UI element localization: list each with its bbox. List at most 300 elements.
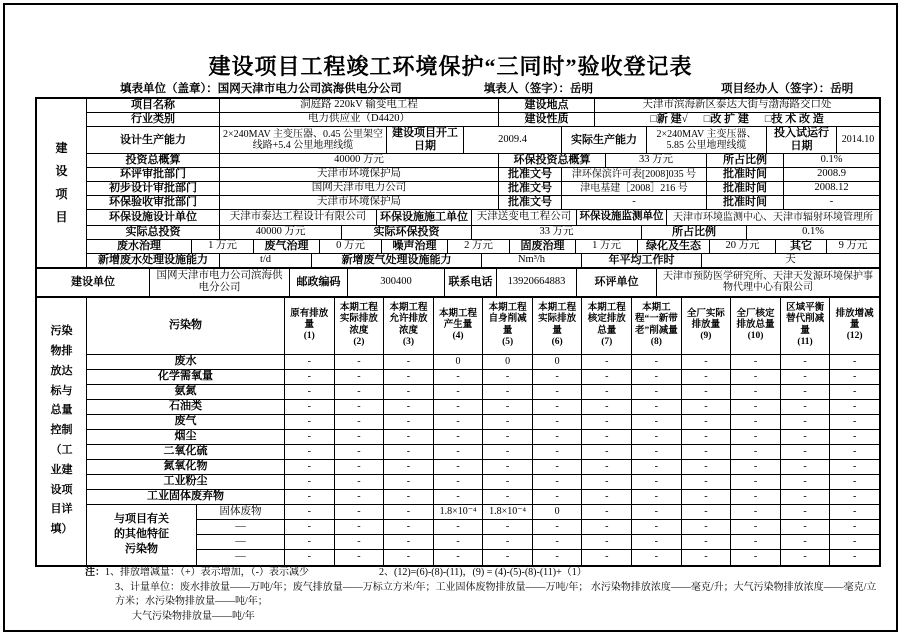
eia-dept-value: 天津市环境保护局: [220, 168, 499, 182]
form-header: [35, 80, 881, 96]
pollutant-value-cell: -: [781, 475, 831, 490]
special-pollutant-name-cell: 固体废物: [197, 505, 285, 520]
section-project: [37, 99, 879, 268]
pollutant-value-cell: -: [533, 385, 583, 400]
pollutant-value-cell: -: [682, 460, 732, 475]
special-pollutant-row: [197, 535, 879, 550]
pollutant-value-cell: -: [533, 370, 583, 385]
special-pollutant-value-cell: -: [852, 551, 857, 563]
pollution-column-header-cell: [483, 298, 533, 355]
special-pollutant-value-cell: -: [682, 520, 732, 535]
special-pollutant-value-cell: -: [731, 550, 781, 565]
industry-label: 行业类别: [87, 113, 220, 127]
nature-label: 建设性质: [499, 113, 595, 127]
industry-value: 电力供应业（D4420）: [220, 113, 499, 127]
pollutant-value-cell: -: [830, 430, 879, 445]
design-dept-value: 国网天津市电力公司: [220, 182, 499, 196]
location-value: 天津市滨海新区泰达大街与渤海路交口处: [595, 99, 879, 113]
invest-label: 投资总概算: [87, 154, 220, 168]
special-pollutant-value-cell: -: [781, 535, 831, 550]
footnote-prefix: 注：: [85, 567, 105, 578]
new-gas-value: Nm³/h: [482, 254, 582, 268]
pollutant-row: [87, 400, 879, 415]
pollutant-name-cell: 二氧化硫: [87, 445, 285, 460]
pollutant-value-cell: -: [483, 370, 533, 385]
pollution-column-header-cell: [384, 298, 434, 355]
pollutant-value-cell: -: [731, 490, 781, 505]
work-hours-value: 天: [702, 254, 879, 268]
column-number: (3): [402, 336, 414, 347]
pollutant-value-cell: -: [335, 460, 385, 475]
new-wastewater-value: t/d: [220, 254, 312, 268]
pollutant-value-cell: -: [781, 430, 831, 445]
footnote-1: 1、排放增减量：（+）表示增加，（-）表示减少: [105, 567, 309, 578]
actual-invest-label: 实际总投资: [87, 226, 220, 240]
eia-unit-value: 天津市预防医学研究所、天津天发源环境保护事物代理中心有限公司: [657, 269, 879, 297]
env-design-unit-label: 环保设施设计单位: [87, 210, 220, 226]
nature-option-tech: □技 术 改 造: [764, 113, 824, 126]
pollutant-value-cell: -: [434, 400, 484, 415]
pollutant-value-cell: -: [682, 415, 732, 430]
pollutant-value-cell: -: [582, 370, 632, 385]
other-treat-label: 其它: [776, 240, 827, 254]
location-label: 建设地点: [499, 99, 595, 113]
special-pollutant-value-cell: -: [434, 535, 484, 550]
special-pollutant-name-cell: —: [197, 520, 285, 535]
actual-capacity-label: 实际生产能力: [562, 127, 647, 154]
special-pollutant-value-cell: 1.8×10⁻⁴: [483, 505, 533, 520]
pollution-column-header-cell: [582, 298, 632, 355]
pollutant-value-cell: -: [632, 355, 682, 370]
pollutant-value-cell: -: [582, 490, 632, 505]
pollutant-value-cell: -: [384, 370, 434, 385]
pollutant-name-cell: 烟尘: [87, 430, 285, 445]
pollutant-value-cell: -: [582, 385, 632, 400]
pollutant-value-cell: -: [335, 355, 385, 370]
pollutant-value-cell: -: [285, 445, 335, 460]
special-pollutants-block: [87, 505, 879, 565]
env-construct-unit-value: 天津送变电工程公司: [472, 210, 577, 226]
eia-doc-value: 津环保滨许可表[2008]035 号: [562, 168, 707, 182]
special-pollutant-value-cell: -: [434, 550, 484, 565]
new-wastewater-label: 新增废水处理设施能力: [87, 254, 220, 268]
pollutant-name-cell: 石油类: [87, 400, 285, 415]
pollutant-values: [285, 370, 879, 385]
special-pollutant-value-cell: -: [335, 550, 385, 565]
column-number: (11): [797, 336, 813, 347]
solid-treat-value: 1 万元: [576, 240, 638, 254]
pollutant-value-cell: -: [781, 385, 831, 400]
footnotes: [85, 566, 885, 624]
pollutant-value-cell: -: [781, 445, 831, 460]
pollutant-value-cell: -: [830, 370, 879, 385]
pollutant-row: [87, 475, 879, 490]
pollutant-value-cell: -: [285, 415, 335, 430]
special-pollutant-value-cell: -: [335, 520, 385, 535]
pollutant-value-cell: -: [731, 385, 781, 400]
pollutant-value-cell: -: [335, 400, 385, 415]
design-capacity-label: 设计生产能力: [87, 127, 220, 154]
section-pollution-side-label: 污染物排放达标与总量控制（工业建设项目详填）: [37, 298, 87, 565]
section-pollution: [37, 297, 879, 565]
pollutant-value-cell: -: [582, 430, 632, 445]
pollutant-value-cell: -: [533, 460, 583, 475]
pollutant-value-cell: 0: [533, 355, 583, 370]
pollutant-value-cell: -: [682, 385, 732, 400]
env-construct-unit-label: 环保设施施工单位: [377, 210, 472, 226]
env-invest-value: 33 万元: [606, 154, 707, 168]
eia-dept-label: 环评审批部门: [87, 168, 220, 182]
pollutant-value-cell: -: [434, 415, 484, 430]
postcode-label: 邮政编码: [290, 269, 348, 297]
row-new-facility: [87, 254, 879, 268]
pollutant-value-cell: -: [335, 445, 385, 460]
phone-label: 联系电话: [445, 269, 497, 297]
pollutant-value-cell: -: [582, 475, 632, 490]
pollutant-values: [285, 415, 879, 430]
special-pollutant-value-cell: -: [781, 520, 831, 535]
pollutant-value-cell: -: [632, 400, 682, 415]
pollutant-value-cell: -: [830, 445, 879, 460]
pollutant-value-cell: -: [830, 400, 879, 415]
pollutant-value-cell: -: [285, 490, 335, 505]
page-title: 建设项目工程竣工环境保护“三同时”验收登记表: [208, 54, 693, 79]
pollutant-value-cell: -: [781, 355, 831, 370]
special-pollutant-value-cell: -: [682, 550, 732, 565]
accept-time-label: 批准时间: [707, 196, 784, 210]
row-accept-dept: [87, 196, 879, 210]
pollutant-value-cell: -: [384, 385, 434, 400]
accept-dept-value: 天津市环境保护局: [220, 196, 499, 210]
env-invest-label: 环保投资总概算: [499, 154, 606, 168]
special-pollutant-value-cell: -: [682, 535, 732, 550]
column-label: 本期工程产生量: [439, 308, 478, 331]
special-pollutant-value-cell: -: [285, 550, 335, 565]
fill-unit-text: 填表单位（盖章）：国网天津市电力公司滨海供电分公司: [120, 83, 402, 95]
pollution-column-header-cell: [781, 298, 831, 355]
pollutant-value-cell: -: [483, 415, 533, 430]
pollutant-value-cell: -: [632, 385, 682, 400]
pollutant-value-cell: -: [731, 445, 781, 460]
special-pollutant-value-cell: -: [533, 550, 583, 565]
pollutant-value-cell: -: [632, 370, 682, 385]
pollutant-value-cell: 0: [483, 355, 533, 370]
pollutant-value-cell: -: [682, 445, 732, 460]
pollutant-value-cell: -: [285, 355, 335, 370]
noise-treat-value: 2 万元: [448, 240, 510, 254]
column-number: (2): [353, 336, 365, 347]
row-design-dept: [87, 182, 879, 196]
special-pollutant-value-cell: -: [781, 550, 831, 565]
row-actual-investment: [87, 226, 879, 240]
pollutant-value-cell: -: [384, 460, 434, 475]
pollutant-name-cell: 化学需氧量: [87, 370, 285, 385]
special-pollutant-values: [285, 520, 879, 535]
pollutant-value-cell: -: [830, 385, 879, 400]
special-pollutant-value-cell: -: [384, 550, 434, 565]
ratio-label: 所占比例: [707, 154, 784, 168]
pollutant-value-cell: -: [533, 415, 583, 430]
pollutant-value-cell: -: [781, 415, 831, 430]
pollutant-value-cell: -: [285, 400, 335, 415]
special-pollutant-value-cell: -: [582, 550, 632, 565]
pollutant-row: [87, 370, 879, 385]
pollutant-value-cell: -: [335, 475, 385, 490]
nature-option-new: □新 建√: [650, 113, 688, 126]
special-pollutant-value-cell: -: [731, 505, 781, 520]
start-date-label: 建设项目开工日期: [387, 127, 464, 154]
accept-time-value: -: [784, 196, 879, 210]
pollution-column-header-cell: [335, 298, 385, 355]
pollutant-value-cell: -: [335, 415, 385, 430]
pollutant-value-cell: -: [632, 445, 682, 460]
pollutant-value-cell: -: [731, 460, 781, 475]
special-pollutant-name-cell: —: [197, 535, 285, 550]
special-pollutant-value-cell: -: [682, 505, 732, 520]
invest-value: 40000 万元: [220, 154, 499, 168]
design-dept-label: 初步设计审批部门: [87, 182, 220, 196]
column-label: 全厂核定排放总量: [736, 308, 775, 331]
pollutant-value-cell: -: [434, 475, 484, 490]
special-pollutant-value-cell: -: [434, 520, 484, 535]
pollutant-value-cell: -: [483, 460, 533, 475]
special-pollutant-value-cell: -: [335, 505, 385, 520]
pollutant-value-cell: 0: [434, 355, 484, 370]
pollutant-value-cell: -: [781, 460, 831, 475]
special-pollutant-value-cell: -: [483, 550, 533, 565]
pollution-column-header-cell: [533, 298, 583, 355]
pollutant-values: [285, 430, 879, 445]
pollutant-value-cell: -: [731, 430, 781, 445]
trial-date-label: 投入试运行日期: [767, 127, 837, 154]
special-pollutant-value-cell: -: [582, 505, 632, 520]
special-pollutant-value-cell: -: [335, 535, 385, 550]
pollutant-value-cell: -: [830, 460, 879, 475]
fill-person-text: 填表人（签字）：岳明: [483, 83, 593, 95]
special-pollutant-value-cell: -: [384, 520, 434, 535]
column-label: 本期工程“一新带老”削减量: [634, 303, 678, 336]
row-build-unit: [37, 268, 879, 297]
pollutant-value-cell: -: [582, 400, 632, 415]
column-number: (4): [452, 331, 464, 342]
column-number: (1): [303, 331, 315, 342]
pollutant-values: [285, 445, 879, 460]
special-pollutant-value-cell: -: [731, 520, 781, 535]
column-label: 本期工程实际排放浓度: [339, 303, 378, 336]
pollutant-value-cell: -: [781, 490, 831, 505]
wastewater-treat-value: 1 万元: [192, 240, 254, 254]
env-design-unit-value: 天津市泰达工程设计有限公司: [220, 210, 377, 226]
pollutant-row: [87, 460, 879, 475]
pollutant-value-cell: -: [434, 370, 484, 385]
pollutant-value-cell: -: [384, 415, 434, 430]
pollution-header-row: [87, 298, 879, 355]
pollutant-name-cell: 工业粉尘: [87, 475, 285, 490]
pollution-column-header-cell: [434, 298, 484, 355]
pollutant-value-cell: -: [632, 415, 682, 430]
row-treatment: [87, 240, 879, 254]
pollutant-value-cell: -: [830, 490, 879, 505]
pollution-column-header-cell: [632, 298, 682, 355]
special-pollutant-name-cell: —: [197, 550, 285, 565]
column-number: (12): [846, 331, 863, 342]
eia-time-value: 2008.9: [784, 168, 879, 182]
pollutant-value-cell: -: [285, 385, 335, 400]
pollutant-name-cell: 废水: [87, 355, 285, 370]
special-pollutant-value-cell: -: [285, 520, 335, 535]
special-pollutant-rows: [197, 505, 879, 565]
special-pollutant-value-cell: -: [384, 535, 434, 550]
pollutant-value-cell: -: [384, 490, 434, 505]
build-unit-value: 国网天津市电力公司滨海供电分公司: [150, 269, 290, 297]
build-unit-label: 建设单位: [37, 269, 150, 297]
env-monitor-unit-label: 环保设施监测单位: [577, 210, 667, 226]
special-pollutant-value-cell: -: [632, 535, 682, 550]
pollutant-name-cell: 废气: [87, 415, 285, 430]
green-treat-label: 绿化及生态: [638, 240, 710, 254]
column-label: 本期工程核定排放总量: [587, 303, 626, 336]
pollutant-row: [87, 490, 879, 505]
special-pollutant-value-cell: -: [632, 520, 682, 535]
column-label: 本期工程自身削减量: [488, 303, 527, 336]
special-pollutant-value-cell: -: [285, 505, 335, 520]
other-treat-value: 9 万元: [827, 240, 879, 254]
pollutant-value-cell: -: [533, 475, 583, 490]
postcode-value: 300400: [348, 269, 445, 297]
pollutant-values: [285, 460, 879, 475]
pollutant-value-cell: -: [682, 400, 732, 415]
column-label: 本期工程实际排放量: [538, 303, 577, 336]
trial-date-value: 2014.10: [837, 127, 879, 154]
pollutant-value-cell: -: [830, 355, 879, 370]
pollutant-value-cell: -: [384, 445, 434, 460]
pollutant-value-cell: -: [632, 460, 682, 475]
pollutant-name-cell: 氨氮: [87, 385, 285, 400]
pollutant-value-cell: -: [582, 415, 632, 430]
special-pollutants-label: 与项目有关的其他特征污染物: [87, 505, 197, 565]
special-pollutant-value-cell: 0: [533, 505, 583, 520]
pollutant-value-cell: -: [533, 445, 583, 460]
pollutant-row: [87, 385, 879, 400]
pollutant-value-cell: -: [781, 400, 831, 415]
pollutant-value-cell: -: [582, 445, 632, 460]
pollutant-value-cell: -: [384, 430, 434, 445]
footnote-2: 2、(12)=(6)-(8)-(11)，(9) = (4)-(5)-(8)-(11)+（1）: [378, 567, 587, 578]
column-number: (9): [700, 331, 712, 342]
pollution-column-header-cell: [830, 298, 879, 355]
pollutant-value-cell: -: [781, 370, 831, 385]
special-pollutant-value-cell: -: [781, 505, 831, 520]
pollutant-value-cell: -: [335, 385, 385, 400]
pollutant-value-cell: -: [384, 400, 434, 415]
noise-treat-label: 噪声治理: [382, 240, 448, 254]
row-investment: [87, 154, 879, 168]
special-pollutant-row: [197, 550, 879, 565]
start-date-value: 2009.4: [464, 127, 562, 154]
pollutant-value-cell: -: [533, 490, 583, 505]
special-pollutant-value-cell: -: [285, 535, 335, 550]
special-pollutant-value-cell: -: [830, 535, 879, 550]
pollutant-values: [285, 355, 879, 370]
pollutant-value-cell: -: [483, 475, 533, 490]
project-name-label: 项目名称: [87, 99, 220, 113]
column-number: (7): [601, 336, 613, 347]
special-pollutant-values: [285, 550, 879, 565]
row-project-name: [87, 99, 879, 113]
gas-treat-value: 0 万元: [320, 240, 382, 254]
pollutant-row: [87, 430, 879, 445]
pollutant-value-cell: -: [384, 355, 434, 370]
design-time-value: 2008.12: [784, 182, 879, 196]
eia-time-label: 批准时间: [707, 168, 784, 182]
design-time-label: 批准时间: [707, 182, 784, 196]
pollution-rows: [87, 355, 879, 505]
column-number: (6): [551, 336, 563, 347]
pollutant-value-cell: -: [632, 475, 682, 490]
ratio-value: 0.1%: [784, 154, 879, 168]
pollutant-row: [87, 445, 879, 460]
pollutant-value-cell: -: [335, 430, 385, 445]
actual-capacity-value: 2×240MAV 主变压器、5.85 公里地理线缆: [647, 127, 767, 154]
pollution-column-header-cell: [682, 298, 732, 355]
project-handler-text: 项目经办人（签字）：岳明: [721, 83, 854, 95]
registration-table: [35, 97, 881, 567]
column-label: 区域平衡替代削减量: [786, 303, 825, 336]
special-pollutant-value-cell: -: [533, 535, 583, 550]
pollutant-name-cell: 工业固体废弃物: [87, 490, 285, 505]
section-project-side-label: 建设项目: [37, 99, 87, 268]
pollutant-value-cell: -: [483, 445, 533, 460]
pollutant-column-header: 污染物: [87, 298, 285, 355]
actual-ratio-value: 0.1%: [747, 226, 879, 240]
pollutant-values: [285, 475, 879, 490]
special-pollutant-value-cell: -: [632, 550, 682, 565]
pollutant-value-cell: -: [335, 490, 385, 505]
special-pollutant-value-cell: -: [830, 520, 879, 535]
design-capacity-value: 2×240MAV 主变压器、0.45 公里架空线路+5.4 公里地理线缆: [220, 127, 387, 154]
special-pollutant-row: [197, 520, 879, 535]
pollutant-value-cell: -: [335, 370, 385, 385]
new-gas-label: 新增废气处理设施能力: [312, 254, 482, 268]
pollutant-value-cell: -: [285, 460, 335, 475]
accept-doc-label: 批准文号: [499, 196, 562, 210]
solid-treat-label: 固废治理: [510, 240, 576, 254]
pollutant-value-cell: -: [731, 370, 781, 385]
pollutant-value-cell: -: [434, 460, 484, 475]
column-number: (5): [502, 336, 514, 347]
row-capacity: [87, 127, 879, 154]
pollutant-value-cell: -: [682, 370, 732, 385]
special-pollutant-value-cell: -: [632, 505, 682, 520]
actual-ratio-label: 所占比例: [642, 226, 747, 240]
pollutant-value-cell: -: [483, 490, 533, 505]
special-pollutant-row: [197, 505, 879, 520]
pollutant-value-cell: -: [830, 415, 879, 430]
phone-value: 13920664883: [497, 269, 577, 297]
footnote-line-1: [85, 566, 885, 581]
pollutant-row: [87, 415, 879, 430]
pollutant-value-cell: -: [533, 400, 583, 415]
pollutant-value-cell: -: [632, 430, 682, 445]
pollutant-value-cell: -: [285, 430, 335, 445]
pollutant-value-cell: -: [434, 385, 484, 400]
accept-doc-value: -: [562, 196, 707, 210]
design-doc-label: 批准文号: [499, 182, 562, 196]
column-label: 排放增减量: [835, 308, 874, 331]
pollutant-row: [87, 355, 879, 370]
special-pollutant-value-cell: -: [533, 520, 583, 535]
pollutant-value-cell: -: [632, 490, 682, 505]
